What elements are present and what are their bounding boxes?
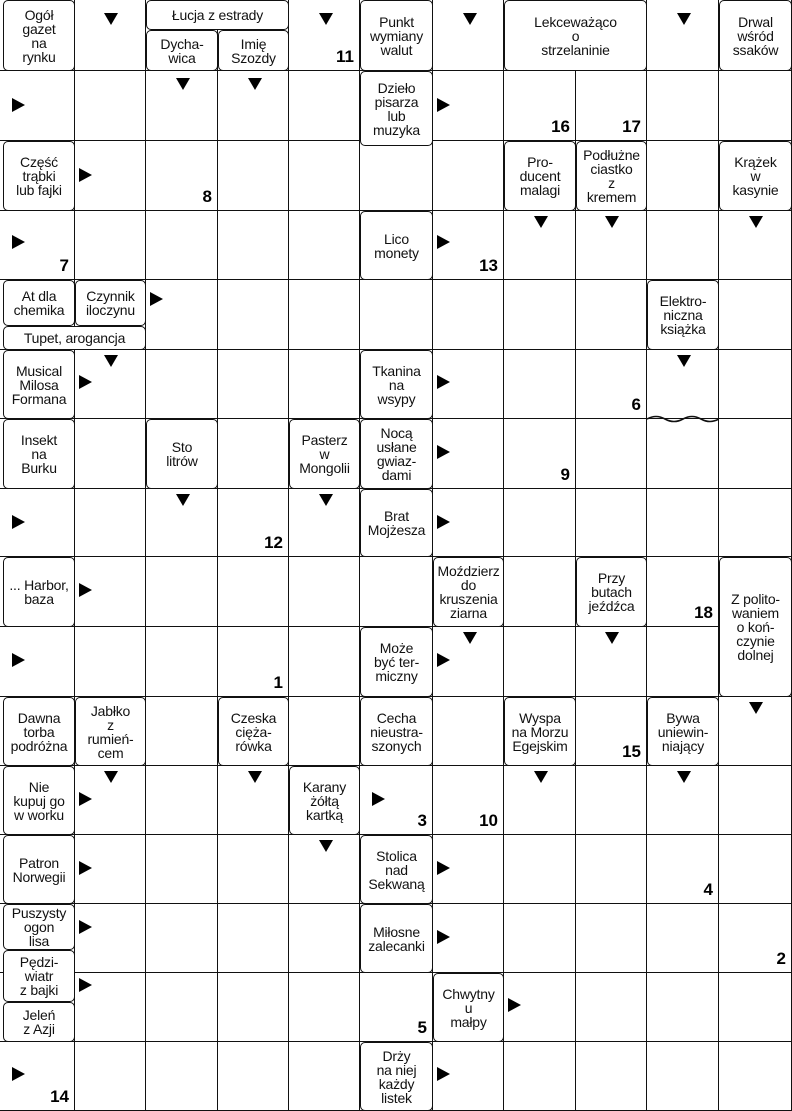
arrow-right-icon [79,792,92,806]
clue-box: Czynnik iloczynu [75,280,146,326]
arrow-right-icon [437,653,450,667]
clue-box: Nocą usłane gwiaz- dami [360,419,433,489]
solution-letter-index: 7 [59,256,69,275]
solution-letter-index: 6 [631,395,641,414]
arrow-right-icon [437,930,450,944]
clue-box: Drży na niej każdy listek [360,1042,433,1111]
solution-letter-index: 16 [551,117,570,136]
clue-box: Jeleń z Azji [3,1002,75,1042]
clue-box: Cecha nieustra- szonych [360,697,433,766]
clue-box: Moździerz do kruszenia ziarna [433,557,504,627]
clue-box: Przy butach jeźdźca [576,557,647,627]
clue-box: Puszysty ogon lisa [3,904,75,950]
arrow-down-icon [677,13,691,25]
arrow-right-icon [79,861,92,875]
arrow-down-icon [605,632,619,644]
clue-box: Łucja z estrady [146,0,289,30]
solution-letter-index: 12 [264,533,283,552]
clue-box: Może być ter- miczny [360,627,433,697]
clue-box: Chwytny u małpy [433,973,504,1042]
arrow-right-icon [12,98,25,112]
solution-letter-index: 8 [202,187,212,206]
solution-letter-index: 5 [417,1018,427,1037]
clue-box: Pasterz w Mongolii [289,419,360,489]
clue-box: Czeska cięża- rówka [218,697,289,766]
arrow-down-icon [104,355,118,367]
arrow-right-icon [150,292,163,306]
arrow-down-icon [677,771,691,783]
clue-box: Wyspa na Morzu Egejskim [504,697,576,766]
clue-box: Patron Norwegii [3,835,75,904]
arrow-right-icon [79,583,92,597]
clue-box: Stolica nad Sekwaną [360,835,433,904]
clue-box: Pędzi- wiatr z bajki [3,950,75,1002]
arrow-down-icon [176,494,190,506]
arrow-right-icon [437,515,450,529]
clue-box: Tkanina na wsypy [360,350,433,419]
solution-letter-index: 1 [273,673,283,692]
arrow-down-icon [319,13,333,25]
arrow-down-icon [534,216,548,228]
arrow-right-icon [437,861,450,875]
arrow-down-icon [534,771,548,783]
clue-box: Musical Milosa Formana [3,350,75,419]
clue-box: Drwal wśród ssaków [719,0,792,71]
arrow-down-icon [248,771,262,783]
arrow-right-icon [79,168,92,182]
clue-box: Ogół gazet na rynku [3,0,75,71]
arrow-down-icon [104,13,118,25]
solution-letter-index: 17 [622,117,641,136]
clue-box: Miłosne zalecanki [360,904,433,973]
arrow-down-icon [463,632,477,644]
clue-box: Punkt wymiany walut [360,0,433,71]
solution-letter-index: 4 [703,880,713,899]
arrow-right-icon [79,978,92,992]
clue-box: Elektro- niczna książka [647,280,719,350]
arrow-right-icon [437,375,450,389]
clue-box: ... Harbor, baza [3,557,75,627]
arrow-right-icon [437,235,450,249]
clue-box: Nie kupuj go w worku [3,766,75,835]
arrow-right-icon [437,445,450,459]
clue-box: Dzieło pisarza lub muzyka [360,71,433,146]
clue-box: Dawna torba podróżna [3,697,75,766]
arrow-right-icon [12,1067,25,1081]
arrow-right-icon [12,515,25,529]
clue-box: Jabłko z rumień- cem [75,697,146,766]
solution-letter-index: 2 [776,949,786,968]
clue-box: Dycha- wica [146,30,218,71]
arrow-down-icon [104,771,118,783]
clue-box: Część trąbki lub fajki [3,141,75,211]
solution-letter-index: 18 [694,603,713,622]
solution-letter-index: 3 [417,811,427,830]
solution-letter-index: 15 [622,742,641,761]
clue-box: Podłużne ciastko z kremem [576,141,647,211]
clue-box: Lekceważąco o strzelaninie [504,0,647,71]
arrow-right-icon [372,792,385,806]
clue-box: Tupet, arogancja [3,326,146,350]
arrow-right-icon [437,1067,450,1081]
solution-letter-index: 10 [479,811,498,830]
arrow-right-icon [12,235,25,249]
clue-box: Z polito- waniem o koń- czynie dolnej [719,557,792,697]
clue-box: Krążek w kasynie [719,141,792,211]
clue-box: At dla chemika [3,280,75,326]
arrow-down-icon [463,13,477,25]
clue-box: Karany żółtą kartką [289,766,360,835]
clue-box: Imię Szozdy [218,30,289,71]
arrow-right-icon [508,998,521,1012]
arrow-down-icon [319,840,333,852]
arrow-down-icon [677,355,691,367]
clue-box: Lico monety [360,211,433,280]
arrow-right-icon [79,920,92,934]
wavy-divider-icon [647,414,719,424]
solution-letter-index: 11 [336,47,354,66]
arrow-down-icon [248,78,262,90]
solution-letter-index: 13 [479,256,498,275]
arrow-right-icon [12,653,25,667]
clue-box: Brat Mojżesza [360,489,433,557]
clue-box: Bywa uniewin- niający [647,697,719,766]
arrow-right-icon [79,375,92,389]
arrow-right-icon [437,98,450,112]
arrow-down-icon [605,216,619,228]
arrow-down-icon [319,494,333,506]
clue-box: Insekt na Burku [3,419,75,489]
clue-box: Sto litrów [146,419,218,489]
arrow-down-icon [749,702,763,714]
clue-box: Pro- ducent malagi [504,141,576,211]
solution-letter-index: 14 [50,1087,69,1106]
solution-letter-index: 9 [560,465,570,484]
arrow-down-icon [749,216,763,228]
arrow-down-icon [176,78,190,90]
